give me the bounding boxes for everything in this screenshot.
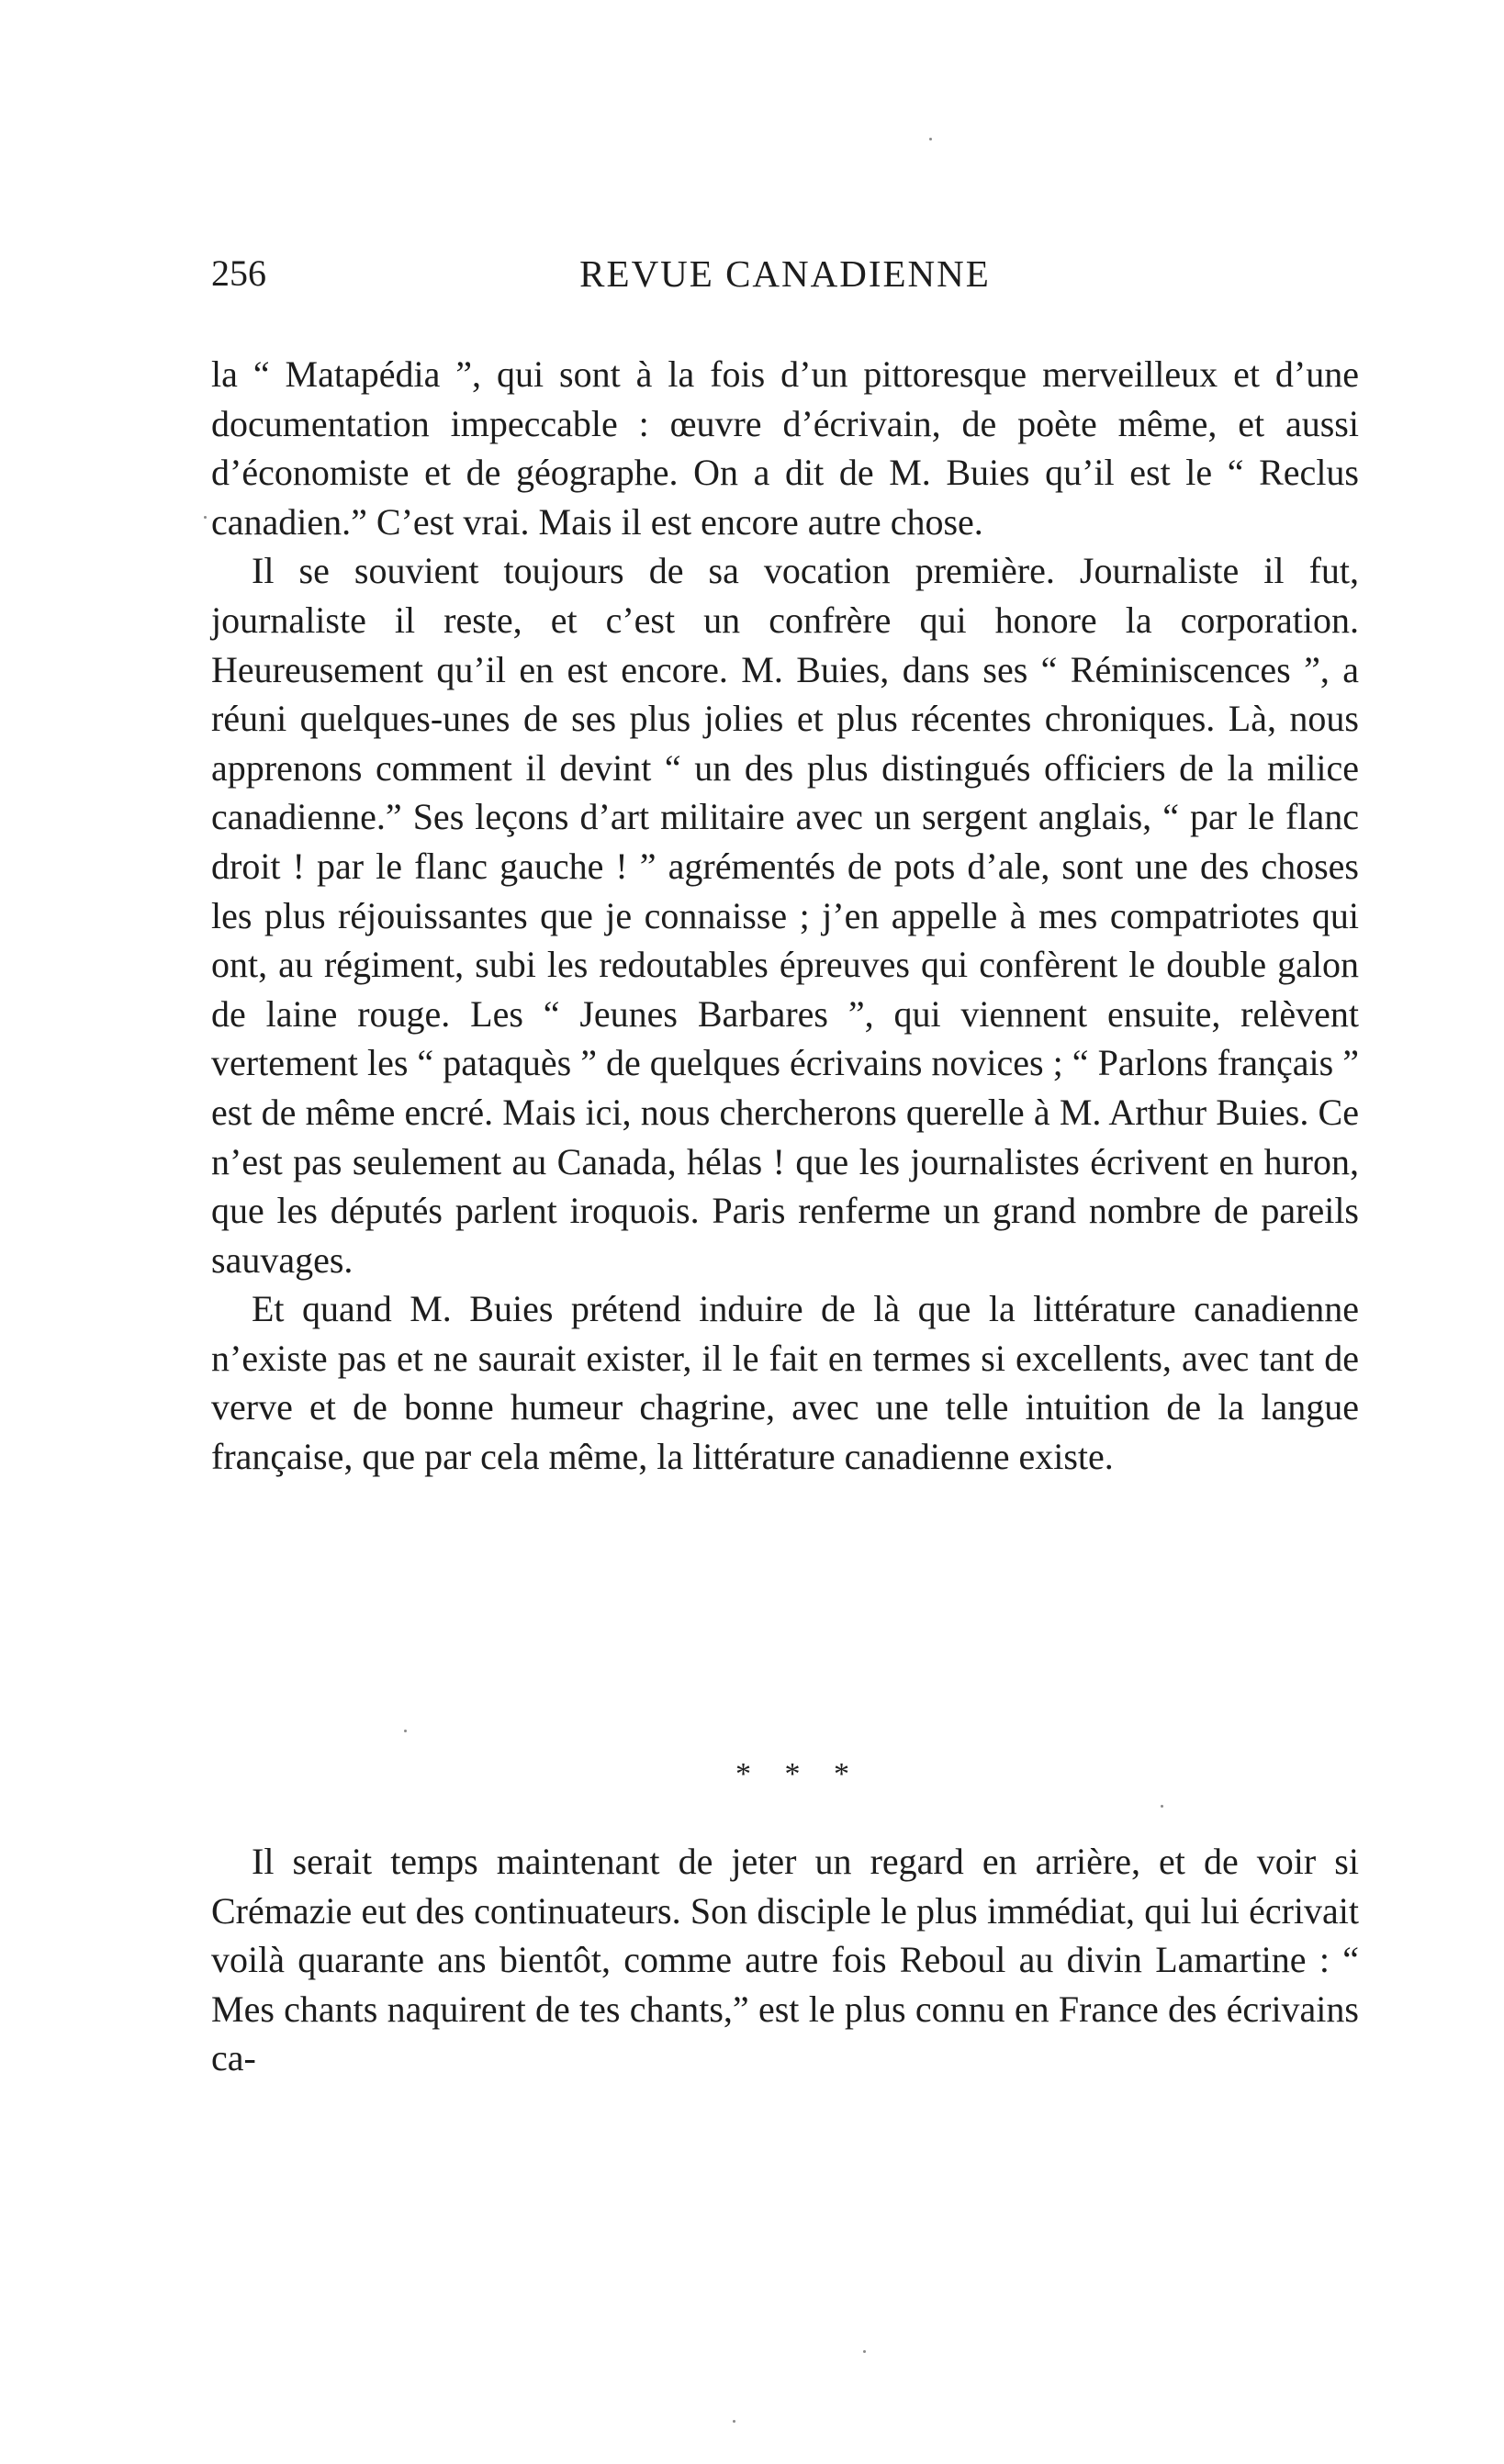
running-header — [211, 246, 1359, 301]
next-section-text — [211, 1837, 1359, 2083]
body-text — [211, 350, 1359, 1482]
scan-speck — [1161, 1805, 1163, 1808]
scan-speck — [863, 2350, 866, 2353]
paragraph-continued: la “ Matapédia ”, qui sont à la fois d’un pittoresque merveilleux et d’une documentation impeccable : œuvre d’écrivain, de poète même, et aussi d’économiste et de géographe. On a dit de M. Buies qu’il est le “ Reclus canadien.” C’est vrai. Mais il est encore autre chose. — [211, 353, 1359, 543]
paragraph: Et quand M. Buies prétend induire de là que la littérature canadienne n’existe pas et ne saurait exister, il le fait en termes si excellents, avec tant de verve et de bonne humeur chagrine, avec une telle intuition de la langue française, que par cela même, la littérature canadienne existe. — [211, 1288, 1359, 1478]
scan-speck — [404, 1730, 407, 1732]
scan-speck — [733, 2420, 735, 2423]
journal-title: REVUE CANADIENNE — [579, 252, 991, 295]
scan-speck — [204, 516, 207, 519]
section-break-asterisks: * * * — [735, 1757, 862, 1791]
paragraph: Il se souvient toujours de sa vocation première. Journaliste il fut, journaliste il reste, et c’est un confrère qui honore la corporation. Heureusement qu’il en est encore. M. Buies, dans ses “ Réminiscences ”, a réuni quelques-unes de ses plus jolies et plus récentes chroniques. Là, nous apprenons comment il devint “ un des plus distingués officiers de la milice canadienne.” Ses leçons d’art militaire avec un sergent anglais, “ par le flanc droit ! par le flanc gauche ! ” agrémentés de pots d’ale, sont une des choses les plus réjouissantes que je connaisse ; j’en appelle à mes compatriotes qui ont, au régiment, subi les redoutables épreuves qui confèrent le double galon de laine rouge. Les “ Jeunes Barbares ”, qui viennent ensuite, relèvent vertement les “ pataquès ” de quelques écrivains novices ; “ Parlons français ” est de même encré. Mais ici, nous chercherons querelle à M. Arthur Buies. Ce n’est pas seulement au Canada, hélas ! que les journalistes écrivent en huron, que les députés parlent iroquois. Paris renferme un grand nombre de pareils sauvages. — [211, 550, 1359, 1281]
paragraph: Il serait temps maintenant de jeter un regard en arrière, et de voir si Crémazie eut des continuateurs. Son disciple le plus immédiat, qui lui écrivait voilà quarante ans bientôt, comme autre fois Reboul au divin Lamartine : “ Mes chants naquirent de tes chants,” est le plus connu en France des écrivains ca- — [211, 1841, 1359, 2079]
page-number: 256 — [211, 252, 266, 294]
book-page — [211, 0, 1359, 2464]
scan-speck — [929, 138, 932, 140]
